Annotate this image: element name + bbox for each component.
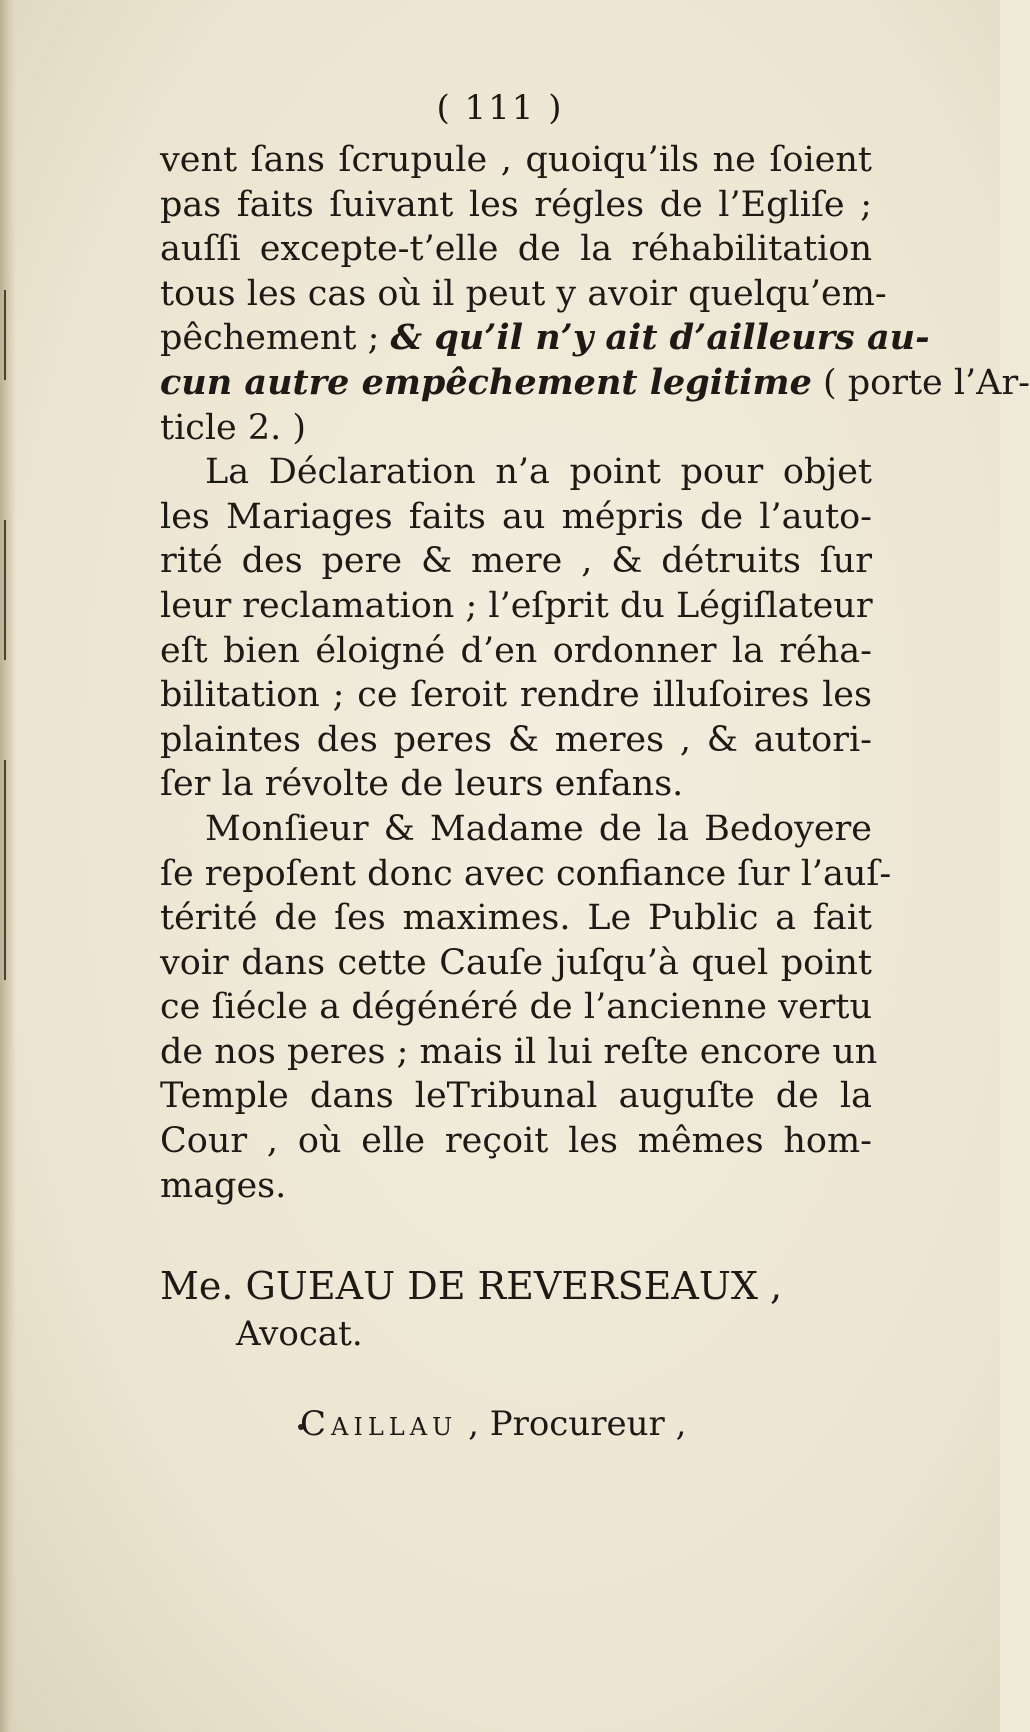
paragraph-start: La Déclaration n’a point pour objet [205,452,872,493]
text-line: ticle 2. ) [160,407,307,448]
text-line: plaintes des peres & meres , & autori- [160,719,872,760]
page-number: ( 111 ) [436,88,564,128]
text-line: ſe repoſent donc avec confiance ſur l’auſ- [160,853,892,894]
text-line: vent ſans ſcrupule , quoiqu’ils ne ſoient [160,140,872,180]
edge-mark [4,290,6,380]
text-italic: & qu’il n’y ait d’ailleurs au- [390,317,930,359]
procureur-line [300,1404,686,1444]
text-line: voir dans cette Cauſe juſqu’à quel point [160,942,872,983]
body-text [160,138,1030,1208]
page-binding-edge [0,0,16,1732]
signature-title: Avocat. [236,1314,363,1354]
edge-mark [4,520,6,660]
text-line: pas faits ſuivant les régles de l’Egliſe ; [160,184,872,225]
text-line: Cour , où elle reçoit les mêmes hom- [160,1121,872,1162]
procureur-name: Caillau [300,1404,458,1444]
text-line: les Mariages faits au mépris de l’auto- [160,496,872,537]
text-line: ſer la révolte de leurs enfans. [160,764,684,805]
text-line: rité des pere & mere , & détruits ſur [160,541,872,582]
text-italic: cun autre empêchement legitime [160,361,812,403]
text-line: mages. [160,1165,287,1206]
text-roman: pêchement ; [160,318,391,359]
text-line: auſſi excepte-t’elle de la réhabilitation [160,229,872,270]
text-roman: ( porte l’Ar- [811,362,1030,403]
procureur-title: , Procureur , [468,1404,687,1444]
text-line: tous les cas où il peut y avoir quelqu’em- [160,273,887,314]
text-line-mixed [160,316,930,361]
text-line: leur reclamation ; l’eſprit du Légiſlateur [160,585,873,626]
text-line: térité de ſes maximes. Le Public a fait [160,898,872,939]
text-line-mixed [160,361,1030,406]
text-line: de nos peres ; mais il lui reſte encore un [160,1031,878,1072]
paragraph-start: Monſieur & Madame de la Bedoyere [205,808,872,849]
text-line: bilitation ; ce ſeroit rendre illuſoires les [160,675,872,716]
signature-name: Me. GUEAU DE REVERSEAUX , [160,1264,783,1308]
text-line: Temple dans leTribunal auguſte de la [160,1076,872,1117]
text-line: eſt bien éloigné d’en ordonner la réha- [160,630,872,671]
text-line: ce ſiécle a dégénéré de l’ancienne vertu [160,987,872,1028]
edge-mark [4,760,6,980]
